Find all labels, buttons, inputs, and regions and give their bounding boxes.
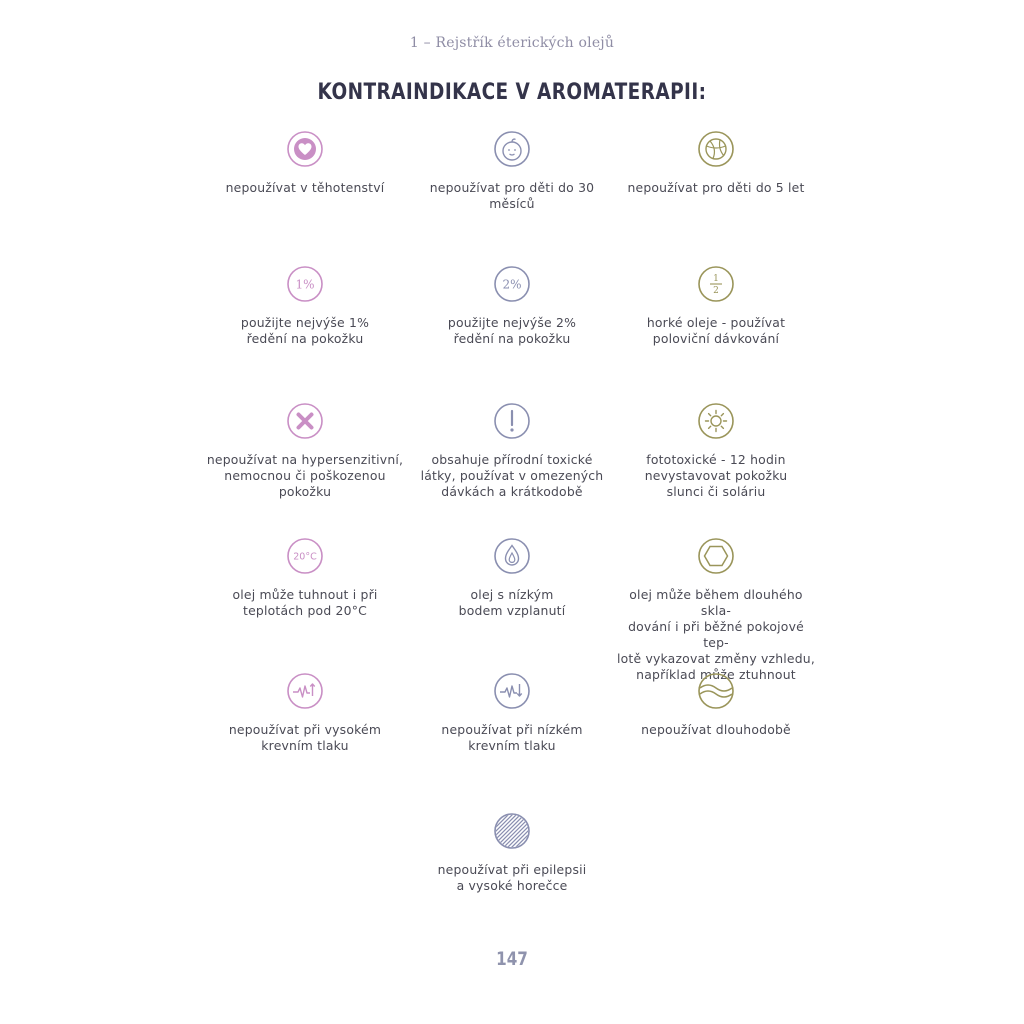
item-caption: nepoužívat dlouhodobě [641,722,791,737]
sun-icon [697,402,735,440]
item-epilepsy-fever [412,812,612,894]
item-caption: nepoužívat pro děti do 30 měsíců [429,180,595,211]
item-half-dose [616,265,816,347]
item-pregnancy [205,130,405,196]
item-one-percent [205,265,405,347]
item-caption: horké oleje - používat poloviční dávkování [646,315,786,346]
temperature-20c-icon [286,537,324,575]
cross-icon [286,402,324,440]
svg-text:2: 2 [713,286,719,296]
item-long-term-use [616,672,816,738]
waves-icon [697,672,735,710]
page-title: KONTRAINDIKACE V AROMATERAPII: [317,80,707,105]
svg-text:1: 1 [713,274,719,284]
item-caption: nepoužívat pro děti do 5 let [627,180,805,195]
flame-drop-icon [493,537,531,575]
high-pressure-pulse-icon [286,672,324,710]
item-children-5-years [616,130,816,196]
two-percent-icon [493,265,531,303]
item-solidifies-20c [205,537,405,619]
item-caption: olej může během dlouhého skla- dování i při běžné pokojové tep- lotě vykazovat změny vzhledu, například může ztuhnout [617,587,815,682]
item-toxic-substances [412,402,612,500]
item-caption: použijte nejvýše 1% ředění na pokožku [240,315,370,346]
hexagon-icon [697,537,735,575]
item-high-blood-pressure [205,672,405,754]
low-pressure-pulse-icon [493,672,531,710]
item-caption: fototoxické - 12 hodin nevystavovat pokožku slunci či soláriu [644,452,788,499]
item-two-percent [412,265,612,347]
item-caption: nepoužívat v těhotenství [225,180,385,195]
heart-icon [286,130,324,168]
item-caption: nepoužívat na hypersenzitivní, nemocnou či poškozenou pokožku [206,452,404,499]
exclamation-icon [493,402,531,440]
item-caption: olej může tuhnout i při teplotách pod 20°C [232,587,378,618]
item-low-flashpoint [412,537,612,619]
svg-text:20°C: 20°C [293,551,317,563]
half-fraction-icon [697,265,735,303]
item-appearance-changes [616,537,816,683]
svg-text:2%: 2% [502,277,522,292]
item-children-30-months [412,130,612,212]
hatched-circle-icon [493,812,531,850]
page-number: 147 [496,948,528,970]
item-phototoxic [616,402,816,500]
item-hypersensitive-skin [205,402,405,500]
baby-face-icon [493,130,531,168]
ball-icon [697,130,735,168]
item-caption: obsahuje přírodní toxické látky, používat v omezených dávkách a krátkodobě [420,452,604,499]
item-caption: použijte nejvýše 2% ředění na pokožku [447,315,577,346]
one-percent-icon [286,265,324,303]
running-header: 1 – Rejstřík éterických olejů [409,35,615,51]
item-low-blood-pressure [412,672,612,754]
item-caption: nepoužívat při nízkém krevním tlaku [441,722,583,753]
item-caption: nepoužívat při epilepsii a vysoké horečce [437,862,587,893]
svg-text:1%: 1% [295,277,315,292]
item-caption: olej s nízkým bodem vzplanutí [458,587,566,618]
item-caption: nepoužívat při vysokém krevním tlaku [228,722,382,753]
